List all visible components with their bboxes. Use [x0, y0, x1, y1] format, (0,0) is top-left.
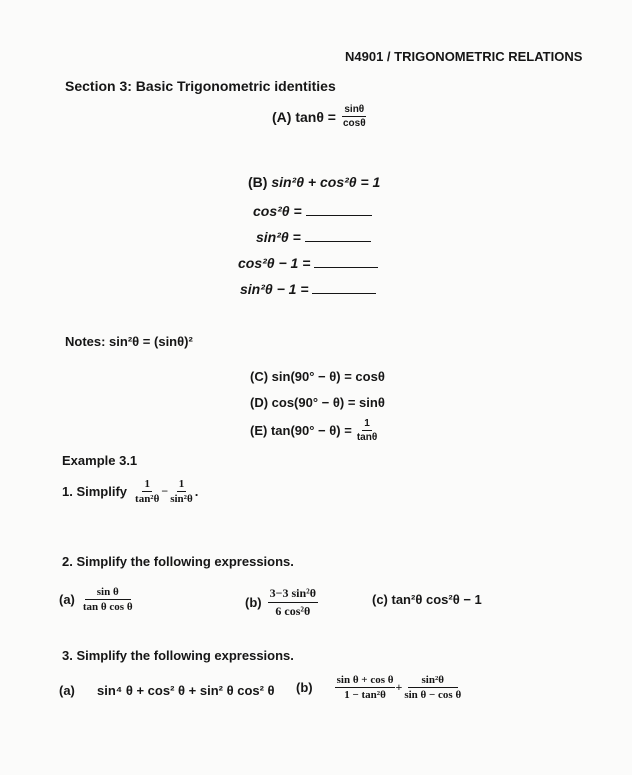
- fill-in-label: sin²θ − 1 =: [240, 281, 309, 297]
- part-label: (a): [59, 592, 75, 607]
- numerator: sin θ: [85, 586, 131, 600]
- question-3b: [296, 674, 463, 701]
- identity-d: (D) cos(90° − θ) = sinθ: [250, 395, 385, 410]
- denominator: tanθ: [356, 432, 378, 443]
- identity-b-equation: sin²θ + cos²θ = 1: [271, 174, 381, 190]
- notes: Notes: sin²θ = (sinθ)²: [65, 334, 193, 349]
- fill-in-label: sin²θ =: [256, 229, 301, 245]
- identity-e: [250, 418, 379, 443]
- numerator: 1: [144, 478, 150, 490]
- question-2c: (c) tan²θ cos²θ − 1: [372, 592, 482, 607]
- identity-e-fraction: [355, 418, 379, 443]
- fraction: [335, 674, 396, 701]
- numerator: 3−3 sin²θ: [268, 586, 318, 603]
- numerator: sinθ: [344, 104, 365, 115]
- numerator: 1: [364, 418, 370, 429]
- fill-in-label: cos²θ − 1 =: [238, 255, 311, 271]
- identity-b-label: (B): [248, 174, 268, 190]
- denominator: tan²θ: [135, 493, 160, 505]
- denominator: sin θ − cos θ: [404, 689, 462, 701]
- document-code-title: N4901 / TRIGONOMETRIC RELATIONS: [345, 49, 583, 64]
- fraction: [168, 478, 195, 505]
- fraction: [133, 478, 161, 505]
- question-3a-expression: sin⁴ θ + cos² θ + sin² θ cos² θ: [97, 683, 275, 698]
- minus-sign: −: [161, 484, 169, 498]
- fraction: [268, 586, 318, 619]
- identity-c: (C) sin(90° − θ) = cosθ: [250, 369, 385, 384]
- fill-in-sin2: [256, 229, 371, 245]
- denominator: sin²θ: [170, 493, 193, 505]
- denominator: 6 cos²θ: [275, 604, 311, 618]
- question-3a-label: (a): [59, 683, 75, 698]
- question-2a: [59, 586, 135, 613]
- identity-e-label: (E) tan(90° − θ) =: [250, 423, 352, 438]
- question-2b: [245, 586, 318, 619]
- part-label: (b): [296, 680, 313, 695]
- question-1: [62, 478, 198, 505]
- answer-blank[interactable]: [312, 293, 376, 294]
- period: .: [194, 484, 199, 499]
- example-title: Example 3.1: [62, 453, 138, 468]
- section-title: Section 3: Basic Trigonometric identities: [65, 78, 336, 94]
- answer-blank[interactable]: [306, 215, 372, 216]
- question-1-label: 1. Simplify: [62, 484, 128, 499]
- answer-blank[interactable]: [314, 267, 378, 268]
- fill-in-sin2-minus-1: [240, 281, 376, 297]
- numerator: sin θ + cos θ: [336, 674, 394, 686]
- denominator: cosθ: [342, 118, 366, 129]
- denominator: tan θ cos θ: [82, 601, 133, 613]
- numerator: sin²θ: [408, 674, 459, 688]
- answer-blank[interactable]: [305, 241, 371, 242]
- question-3-title: 3. Simplify the following expressions.: [62, 648, 294, 663]
- numerator: 1: [178, 478, 185, 490]
- part-label: (b): [245, 595, 262, 610]
- denominator: 1 − tan²θ: [344, 689, 386, 701]
- identity-b: [248, 174, 380, 190]
- fill-in-cos2: [253, 203, 372, 219]
- identity-a-label: (A) tanθ =: [272, 108, 336, 125]
- fraction: [81, 586, 135, 613]
- identity-a: [272, 104, 368, 129]
- identity-a-fraction: [341, 104, 368, 129]
- plus-sign: +: [395, 680, 403, 694]
- question-2-title: 2. Simplify the following expressions.: [62, 554, 294, 569]
- fill-in-cos2-minus-1: [238, 255, 378, 271]
- fill-in-label: cos²θ =: [253, 203, 302, 219]
- fraction: [402, 674, 463, 701]
